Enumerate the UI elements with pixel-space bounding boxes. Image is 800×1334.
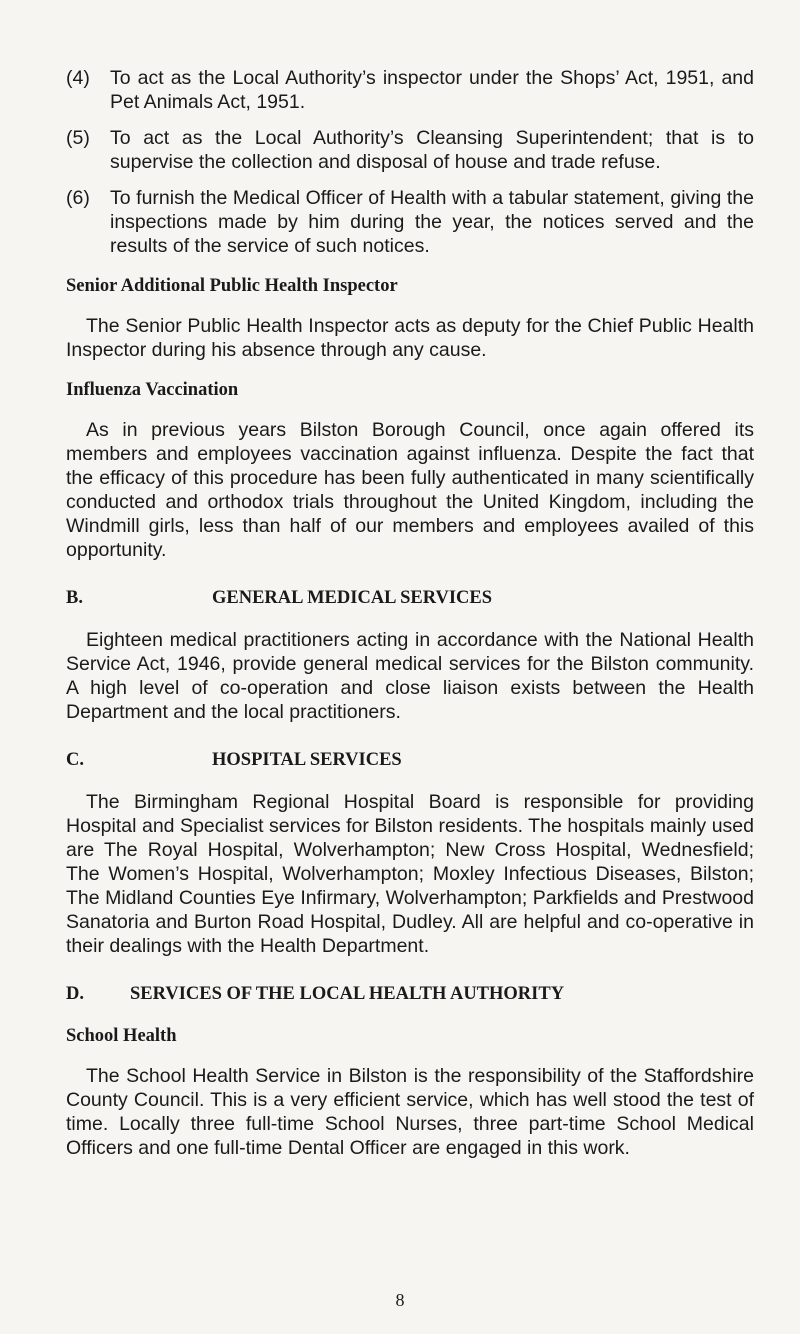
section-letter: B.: [66, 588, 83, 608]
item-number: (6): [66, 187, 90, 209]
section-b-heading: [66, 586, 754, 610]
influenza-heading: Influenza Vaccination: [66, 380, 239, 400]
senior-inspector-heading: Senior Additional Public Health Inspector: [66, 276, 398, 296]
item-number: (5): [66, 127, 90, 149]
hospital-services-paragraph: The Birmingham Regional Hospital Board is responsible for providing Hospital and Specialist services for Bilston residents. The hospitals mainly used are The Royal Hospital, Wolverhampton; New Cross Hospital, Wednesfield; The Women’s Hospital, Wolverhampton; Moxley Infectious Diseases, Bilston; The Midland Counties Eye Infirmary, Wolverhampton; Parkfields and Prestwood Sanatoria and Burton Road Hospital, Dudley. All are helpful and co-operative in their dealings with the Health Department.: [66, 791, 754, 957]
school-health-heading: School Health: [66, 1026, 177, 1046]
list-item: [66, 126, 754, 174]
section-title: SERVICES OF THE LOCAL HEALTH AUTHORITY: [130, 984, 565, 1004]
section-letter: D.: [66, 984, 84, 1004]
section-title: GENERAL MEDICAL SERVICES: [212, 588, 493, 608]
section-letter: C.: [66, 750, 84, 770]
general-medical-paragraph: Eighteen medical practitioners acting in accordance with the National Health Service Act, 1946, provide general medical services for the Bilston community. A high level of co-operation and close liaison exists between the Health Department and the local practitioners.: [66, 629, 754, 723]
list-item: [66, 66, 754, 114]
item-text: To furnish the Medical Officer of Health with a tabular statement, giving the inspections made by him during the year, the notices served and the results of the service of such notices.: [110, 187, 754, 257]
section-title: HOSPITAL SERVICES: [212, 750, 402, 770]
influenza-paragraph: As in previous years Bilston Borough Council, once again offered its members and employees vaccination against influenza. Despite the fact that the efficacy of this procedure has been fully authenticated in many scientifically conducted and orthodox trials throughout the United Kingdom, including the Windmill girls, less than half of our members and employees availed of this opportunity.: [66, 419, 754, 561]
school-health-paragraph: The School Health Service in Bilston is the responsibility of the Staffordshire County Council. This is a very efficient service, which has well stood the test of time. Locally three full-time School Nurses, three part-time School Medical Officers and one full-time Dental Officer are engaged in this work.: [66, 1065, 754, 1159]
item-text: To act as the Local Authority’s inspector under the Shops’ Act, 1951, and Pet Animals Act, 1951.: [110, 67, 754, 113]
senior-inspector-paragraph: The Senior Public Health Inspector acts as deputy for the Chief Public Health Inspector during his absence through any cause.: [66, 315, 754, 361]
page-number: 8: [395, 1290, 405, 1310]
section-d-heading: [66, 982, 754, 1006]
list-item: [66, 186, 754, 258]
item-text: To act as the Local Authority’s Cleansing Superintendent; that is to supervise the collection and disposal of house and trade refuse.: [110, 127, 754, 173]
item-number: (4): [66, 67, 90, 89]
section-c-heading: [66, 748, 754, 772]
document-page: [66, 66, 754, 1176]
